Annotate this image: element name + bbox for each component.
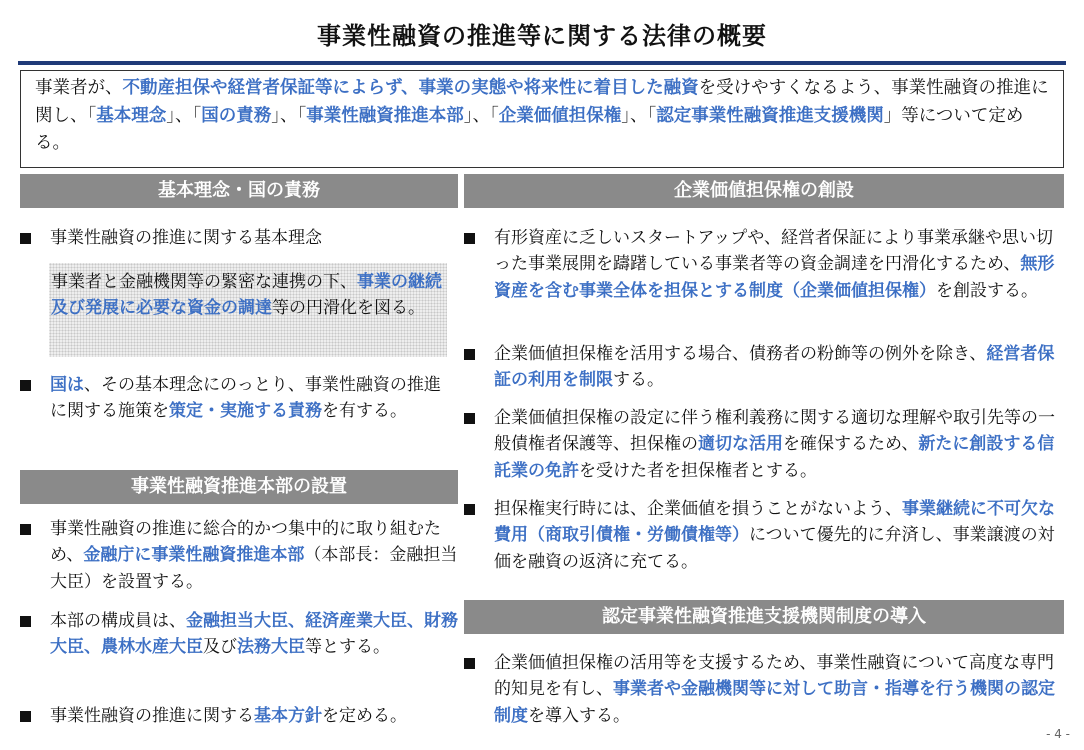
- item-text: 担保権実行時には、企業価値を損うことがないよう、: [494, 499, 902, 519]
- intro-text: 」等について定める。: [35, 105, 1024, 154]
- principle-box: [49, 263, 447, 357]
- page-number: - 4 -: [1046, 727, 1070, 742]
- title-underline: [18, 61, 1066, 65]
- item-highlight: 事業者や金融機関等に対して助言・指導を行う機関の認定制度: [494, 679, 1055, 726]
- intro-highlight: 事業性融資推進本部: [306, 105, 464, 126]
- intro-text: を受けやすくなるよう、事業性融資の推進に関し、「: [35, 78, 1049, 126]
- item-highlight: 国は: [50, 375, 84, 395]
- item-text: 事業者と金融機関等の緊密な連携の下、: [51, 272, 357, 292]
- item-text: 有形資産に乏しいスタートアップや、経営者保証により事業承継や思い切った事業展開を躊躇している事業者等の資金調達を円滑化するため、: [494, 228, 1053, 275]
- intro-highlight: 企業価値担保権: [498, 105, 622, 126]
- list-item: [20, 703, 475, 729]
- intro-highlight: 不動産担保や経営者保証等によらず、事業の実態や将来性に着目した融資: [122, 78, 699, 98]
- intro-highlight: 基本理念: [96, 105, 167, 126]
- square-bullet-icon: [20, 380, 31, 391]
- intro-text: 」、「: [621, 105, 657, 126]
- item-text: 、その基本理念にのっとり、事業性融資の推進に関する施策を: [50, 375, 441, 422]
- item-highlight: 金融庁に事業性融資推進本部: [83, 545, 305, 566]
- section-header-enterprise-value-security: 企業価値担保権の創設: [464, 174, 1064, 208]
- item-text: について優先的に弁済し、事業譲渡の対価を融資の返済に充てる。: [494, 525, 1055, 572]
- item-text: 企業価値担保権を活用する場合、債務者の粉飾等の例外を除き、: [494, 344, 987, 364]
- item-highlight: 基本方針: [254, 706, 322, 726]
- item-text: を定める。: [322, 706, 407, 726]
- list-item: [20, 225, 460, 251]
- item-text: （本部長：金融担当大臣）を設置する。: [50, 545, 458, 592]
- item-highlight: 新たに創設する信託業の免許: [494, 434, 1055, 481]
- item-text: 本部の構成員は、: [50, 611, 186, 631]
- item-text: を導入する。: [528, 705, 630, 726]
- item-text: 等の円滑化を図る。: [272, 298, 425, 319]
- item-highlight: 金融担当大臣、経済産業大臣、財務大臣、農林水産大臣: [50, 611, 458, 658]
- list-item: [464, 650, 1064, 729]
- item-highlight: 経営者保証の利用を制限: [494, 344, 1055, 391]
- list-item: [464, 405, 1064, 484]
- intro-text: 事業者が、: [35, 78, 123, 98]
- list-item: [20, 608, 460, 661]
- square-bullet-icon: [464, 658, 475, 669]
- item-highlight: 事業継続に不可欠な費用（商取引債権・労働債権等）: [494, 499, 1055, 546]
- square-bullet-icon: [20, 616, 31, 627]
- square-bullet-icon: [464, 233, 475, 244]
- intro-highlight: 認定事業性融資推進支援機関: [656, 105, 884, 126]
- item-text: を有する。: [322, 401, 407, 422]
- list-item: [464, 341, 1064, 394]
- intro-text: 」、「: [271, 105, 307, 126]
- item-text: 企業価値担保権の活用等を支援するため、事業性融資について高度な専門的知見を有し、: [494, 653, 1054, 700]
- list-item: [20, 372, 450, 425]
- square-bullet-icon: [20, 711, 31, 722]
- item-text: 事業性融資の推進に総合的かつ集中的に取り組むため、: [50, 519, 441, 566]
- item-text: 及び: [203, 637, 237, 658]
- intro-box: [20, 70, 1064, 168]
- item-highlight: 策定・実施する責務: [169, 401, 322, 422]
- page-title: 事業性融資の推進等に関する法律の概要: [317, 22, 767, 50]
- section-header-certified-support: 認定事業性融資推進支援機関制度の導入: [464, 600, 1064, 634]
- item-highlight: 無形資産を含む事業全体を担保とする制度（企業価値担保権）: [494, 254, 1055, 301]
- item-highlight: 適切な活用: [698, 434, 783, 455]
- list-item: [20, 516, 468, 595]
- list-item: [464, 496, 1064, 575]
- intro-highlight: 国の責務: [201, 105, 272, 126]
- item-highlight: 法務大臣: [237, 637, 305, 658]
- item-text: を創設する。: [936, 280, 1038, 301]
- square-bullet-icon: [20, 524, 31, 535]
- item-text: 等とする。: [305, 637, 390, 658]
- intro-text: 」、「: [166, 105, 202, 126]
- section-header-basic-principles: 基本理念・国の責務: [20, 174, 458, 208]
- item-highlight: 事業の継続及び発展に必要な資金の調達: [51, 272, 442, 319]
- item-text: 企業価値担保権の設定に伴う権利義務に関する適切な理解や取引先等の一般債権者保護等、担保権の: [494, 408, 1055, 455]
- square-bullet-icon: [464, 504, 475, 515]
- square-bullet-icon: [20, 233, 31, 244]
- square-bullet-icon: [464, 349, 475, 360]
- intro-text: 」、「: [463, 105, 499, 126]
- section-header-promotion-hq: 事業性融資推進本部の設置: [20, 470, 458, 504]
- square-bullet-icon: [464, 413, 475, 424]
- item-text: を確保するため、: [783, 434, 919, 455]
- item-text: を受けた者を担保権者とする。: [579, 460, 817, 481]
- item-text: 事業性融資の推進に関する: [50, 706, 254, 726]
- list-item: [464, 225, 1064, 304]
- item-text: 事業性融資の推進に関する基本理念: [50, 228, 322, 248]
- item-text: する。: [613, 370, 664, 391]
